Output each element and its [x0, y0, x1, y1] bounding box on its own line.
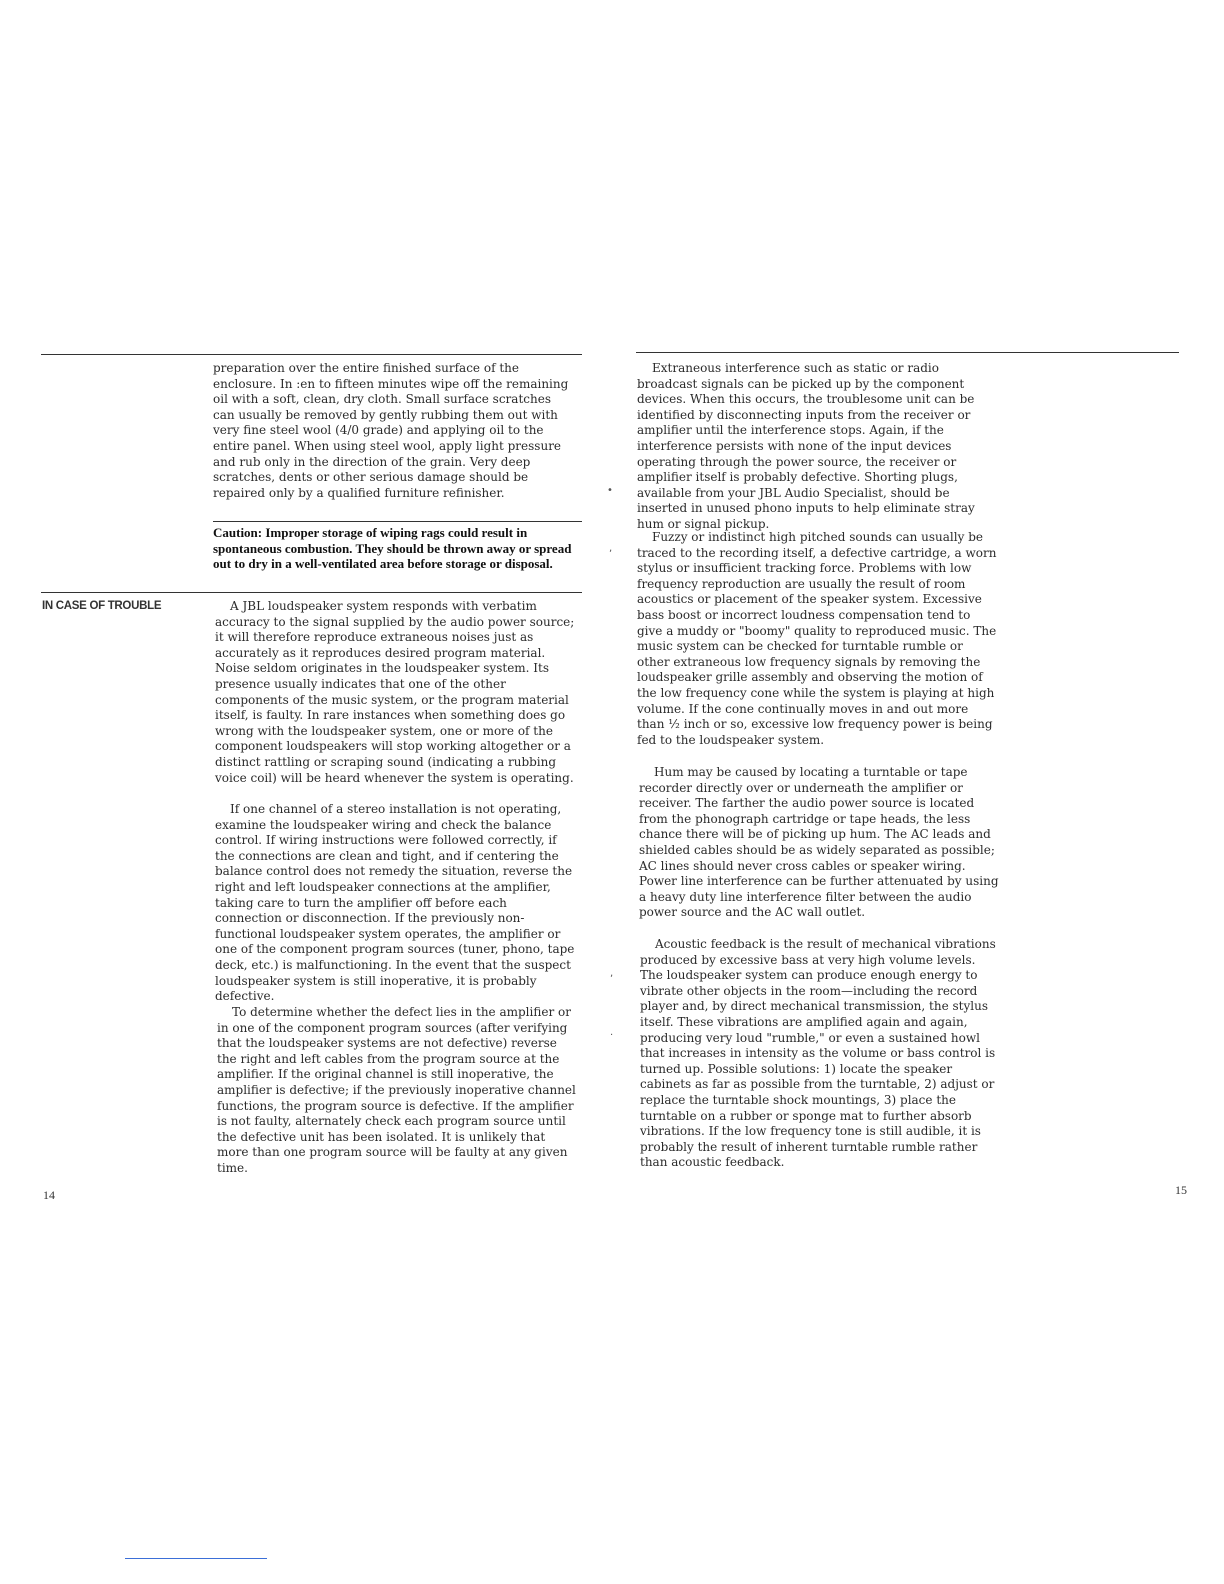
- margin-mark-1: •: [607, 485, 613, 496]
- care-instructions-text: preparation over the entire finished surface of the enclosure. In :en to fifteen minutes wipe off the remaining oil with a soft, clean, dry cloth. Small surface scratches can usually be removed by gently rubbing them out with very fine steel wool (4/0 grade) and applying oil to the entire panel. When using steel wool, apply light pressure and rub only in the direction of the grain. Very deep scratches, dents or other serious damage should be repaired only by a qualified furniture refinisher.: [213, 361, 569, 500]
- interference-paragraph: Extraneous interference such as static or radio broadcast signals can be picked up by the component devices. When this occurs, the troublesome unit can be identified by disconnecting inputs from the receiver or amplifier until the interference stops. Again, if the interference persists with none of the input devices operating through the power source, the receiver or amplifier itself is probably defective. Shorting plugs, available from your JBL Audio Specialist, should be inserted in unused phono inputs to help eliminate stray hum or signal pickup.: [637, 361, 975, 531]
- acoustic-feedback-paragraph: Acoustic feedback is the result of mechanical vibrations produced by excessive bass at very high volume levels. The loudspeaker system can produce enough energy to vibrate other objects in the room—including the record player and, by direct mechanical transmission, the stylus itself. These vibrations are amplified again and again, producing very loud "rumble," or even a sustained howl that increases in intensity as the volume or bass control is turned up. Possible solutions: 1) locate the speaker cabinets as far as possible from the turntable, 2) adjust or replace the turntable shock mountings, 3) place the turntable on a rubber or sponge mat to further absorb vibrations. If the low frequency tone is still audible, it is probably the result of inherent turntable rumble rather than acoustic feedback.: [640, 937, 996, 1170]
- page-number-left: 14: [43, 1188, 55, 1202]
- hum-paragraph: Hum may be caused by locating a turntable or tape recorder directly over or underneath the amplifier or receiver. The farther the audio power source is located from the phonograph cartridge or tape heads, the less chance there will be of picking up hum. The AC leads and shielded cables should be as widely separated as possible; AC lines should never cross cables or speaker wiring. Power line interference can be further attenuated by using a heavy duty line interference filter between the audio power source and the AC wall outlet.: [639, 765, 999, 920]
- caution-notice: Caution: Improper storage of wiping rags could result in spontaneous combustion. They should be thrown away or spread out to dry in a well-ventilated area before storage or disposal.: [213, 525, 572, 572]
- page-number-right: 15: [1175, 1183, 1187, 1197]
- margin-mark-2: ,: [609, 543, 613, 554]
- top-rule-right: [636, 352, 1179, 353]
- caution-top-rule: [213, 521, 582, 522]
- top-rule-left: [41, 354, 582, 355]
- section-rule-left: [41, 592, 582, 593]
- section-heading-in-case-of-trouble: IN CASE OF TROUBLE: [42, 600, 162, 612]
- bottom-blue-line: [125, 1558, 267, 1559]
- trouble-paragraph-2: If one channel of a stereo installation is not operating, examine the loudspeaker wiring and check the balance control. If wiring instructions were followed correctly, if the connections are clean and tight, and if centering the balance control does not remedy the situation, reverse the right and left loudspeaker connections at the amplifier, taking care to turn the amplifier off before each connection or disconnection. If the previously non-functional loudspeaker system operates, the amplifier or one of the component program sources (tuner, phono, tape deck, etc.) is malfunctioning. In the event that the suspect loudspeaker system is still inoperative, it is probably defective.: [215, 802, 575, 1004]
- margin-mark-3: ,: [610, 968, 614, 979]
- fuzzy-sound-paragraph: Fuzzy or indistinct high pitched sounds can usually be traced to the recording itself, a defective cartridge, a worn stylus or insufficient tracking force. Problems with low frequency reproduction are usually the result of room acoustics or placement of the speaker system. Excessive bass boost or incorrect loudness compensation tend to give a muddy or "boomy" quality to reproduced music. The music system can be checked for turntable rumble or other extraneous low frequency signals by removing the loudspeaker grille assembly and observing the motion of the low frequency cone while the system is playing at high volume. If the cone continually moves in and out more than ½ inch or so, excessive low frequency power is being fed to the loudspeaker system.: [637, 530, 997, 747]
- trouble-paragraph-3: To determine whether the defect lies in the amplifier or in one of the component program sources (after verifying that the loudspeaker systems are not defective) reverse the right and left cables from the program source at the amplifier. If the original channel is still inoperative, the amplifier is defective; if the previously inoperative channel functions, the program source is defective. If the amplifier is not faulty, alternately check each program source until the defective unit has been isolated. It is unlikely that more than one program source will be faulty at any given time.: [217, 1005, 576, 1175]
- trouble-paragraph-1: A JBL loudspeaker system responds with verbatim accuracy to the signal supplied by the audio power source; it will therefore reproduce extraneous noises just as accurately as it reproduces desired program material. Noise seldom originates in the loudspeaker system. Its presence usually indicates that one of the other components of the music system, or the program material itself, is faulty. In rare instances when something does go wrong with the loudspeaker system, one or more of the component loudspeakers will stop working altogether or a distinct rattling or scraping sound (indicating a rubbing voice coil) will be heard whenever the system is operating.: [215, 599, 575, 785]
- margin-mark-4: .: [610, 1027, 614, 1038]
